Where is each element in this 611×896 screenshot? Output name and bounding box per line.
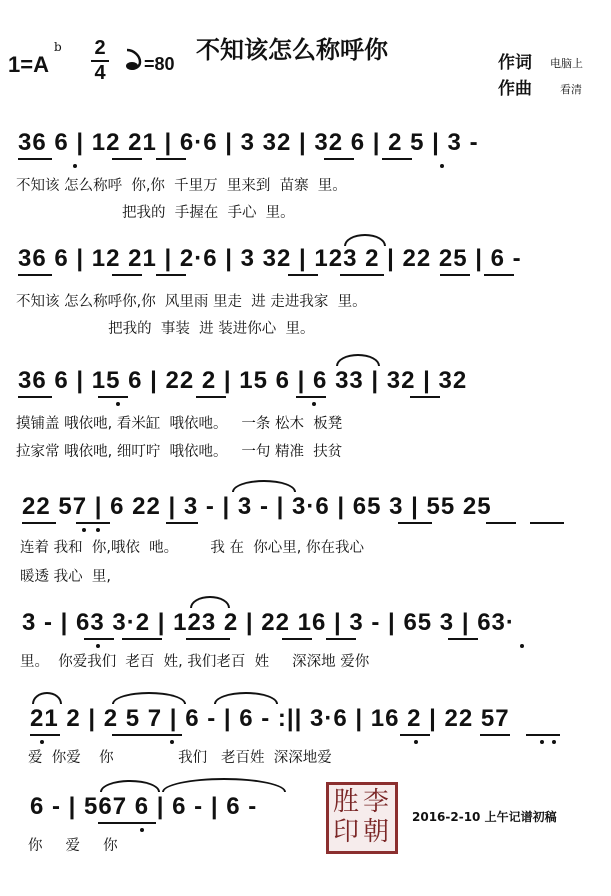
tempo-marking: =80	[144, 54, 175, 74]
notation-line-7: 6 - | 567 6 | 6 - | 6 -	[30, 793, 258, 820]
lower-octave-dot	[140, 828, 144, 832]
seal-character: 朝	[363, 817, 390, 847]
notation-line-2: 36 6 | 12 21 | 2·6 | 3 32 | 123 2 | 22 25 | 6 -	[18, 245, 522, 272]
beam	[22, 522, 56, 524]
lower-octave-dot	[540, 740, 544, 744]
beam	[98, 822, 156, 824]
tie	[232, 480, 296, 492]
lower-octave-dot	[414, 740, 418, 744]
beam	[340, 274, 384, 276]
beam	[480, 734, 510, 736]
lower-octave-dot	[116, 402, 120, 406]
beam	[18, 396, 52, 398]
tie	[162, 778, 286, 792]
lower-octave-dot	[40, 740, 44, 744]
lower-octave-dot	[82, 528, 86, 532]
notation-line-3: 36 6 | 15 6 | 22 2 | 15 6 | 6 33 | 32 | 32	[18, 367, 468, 394]
beam	[196, 396, 226, 398]
time-signature-bottom: 4	[94, 62, 106, 84]
lyric-line-3b: 拉家常 哦依吔, 细叮咛 哦依吔。 一句 精准 扶贫	[16, 444, 343, 460]
lyric-line-4a: 连着 我和 你,哦依 吔。 我 在 你心里, 你在我心	[20, 540, 364, 556]
lower-octave-dot	[312, 402, 316, 406]
seal-character: 胜	[333, 787, 360, 817]
beam	[156, 158, 186, 160]
lyric-line-3a: 摸铺盖 哦依吔, 看米缸 哦依吔。 一条 松木 板凳	[16, 416, 343, 432]
lower-octave-dot	[520, 644, 524, 648]
lower-octave-dot	[96, 644, 100, 648]
lower-octave-dot	[170, 740, 174, 744]
slur	[32, 692, 62, 704]
slur	[190, 596, 230, 608]
slur	[100, 780, 160, 792]
beam	[30, 734, 60, 736]
beam	[166, 522, 198, 524]
lyric-line-7a: 你 爱 你	[28, 838, 118, 854]
eighth-note-icon	[124, 48, 146, 72]
seal-stamp	[326, 782, 398, 854]
tie	[214, 692, 278, 704]
notation-line-5: 3 - | 63 3·2 | 123 2 | 22 16 | 3 - | 65 3 | 63·	[22, 609, 515, 636]
lyricist-name: 电脑上	[550, 57, 583, 70]
beam	[486, 522, 516, 524]
seal-character: 印	[333, 817, 360, 847]
beam	[382, 158, 412, 160]
beam	[296, 396, 326, 398]
beam	[112, 274, 142, 276]
lyric-line-5a: 里。 你爱我们 老百 姓, 我们老百 姓 深深地 爱你	[20, 654, 370, 670]
lower-octave-dot	[440, 164, 444, 168]
beam	[84, 638, 114, 640]
beam	[448, 638, 478, 640]
beam	[400, 734, 430, 736]
song-title: 不知该怎么称呼你	[196, 36, 388, 64]
beam	[112, 734, 182, 736]
beam	[18, 274, 52, 276]
beam	[18, 158, 52, 160]
beam	[186, 638, 230, 640]
beam	[288, 274, 318, 276]
time-signature-top: 2	[94, 37, 106, 59]
slur	[344, 234, 386, 246]
composer-label: 作曲	[498, 79, 532, 99]
beam	[156, 274, 186, 276]
beam	[410, 396, 440, 398]
notation-line-4: 22 57 | 6 22 | 3 - | 3 - | 3·6 | 65 3 | 55 25	[22, 493, 492, 520]
lyric-line-2b: 把我的 事装 进 装进你心 里。	[16, 321, 315, 337]
lyricist-label: 作词	[498, 53, 532, 73]
date-note: 2016-2-10 上午记谱初稿	[412, 810, 557, 824]
lyric-line-6a: 爱 你爱 你 我们 老百姓 深深地爱	[28, 750, 332, 766]
lyric-line-2a: 不知该 怎么称呼你,你 风里雨 里走 进 走进我家 里。	[16, 294, 367, 310]
seal-character: 李	[363, 787, 390, 817]
beam	[98, 396, 128, 398]
lower-octave-dot	[96, 528, 100, 532]
beam	[326, 638, 356, 640]
beam	[526, 734, 560, 736]
beam	[76, 522, 110, 524]
beam	[282, 638, 312, 640]
beam	[440, 274, 470, 276]
lower-octave-dot	[552, 740, 556, 744]
beam	[398, 522, 432, 524]
beam	[484, 274, 514, 276]
composer-name: 看清	[560, 83, 582, 96]
lyric-line-1a: 不知该 怎么称呼 你,你 千里万 里来到 苗寨 里。	[16, 178, 347, 194]
key-signature: 1=A	[8, 52, 49, 77]
beam	[530, 522, 564, 524]
beam	[122, 638, 162, 640]
beam	[112, 158, 142, 160]
slur	[336, 354, 380, 366]
flat-sign: b	[54, 40, 62, 54]
lyric-line-1b: 把我的 手握在 手心 里。	[16, 205, 295, 221]
lyric-line-4b: 暖透 我心 里,	[20, 569, 111, 585]
notation-line-1: 36 6 | 12 21 | 6·6 | 3 32 | 32 6 | 2 5 | 3 -	[18, 129, 479, 156]
lower-octave-dot	[73, 164, 77, 168]
beam	[324, 158, 354, 160]
slur	[112, 692, 186, 704]
notation-line-6: 21 2 | 2 5 7 | 6 - | 6 - :|| 3·6 | 16 2 | 22 57	[30, 705, 510, 732]
